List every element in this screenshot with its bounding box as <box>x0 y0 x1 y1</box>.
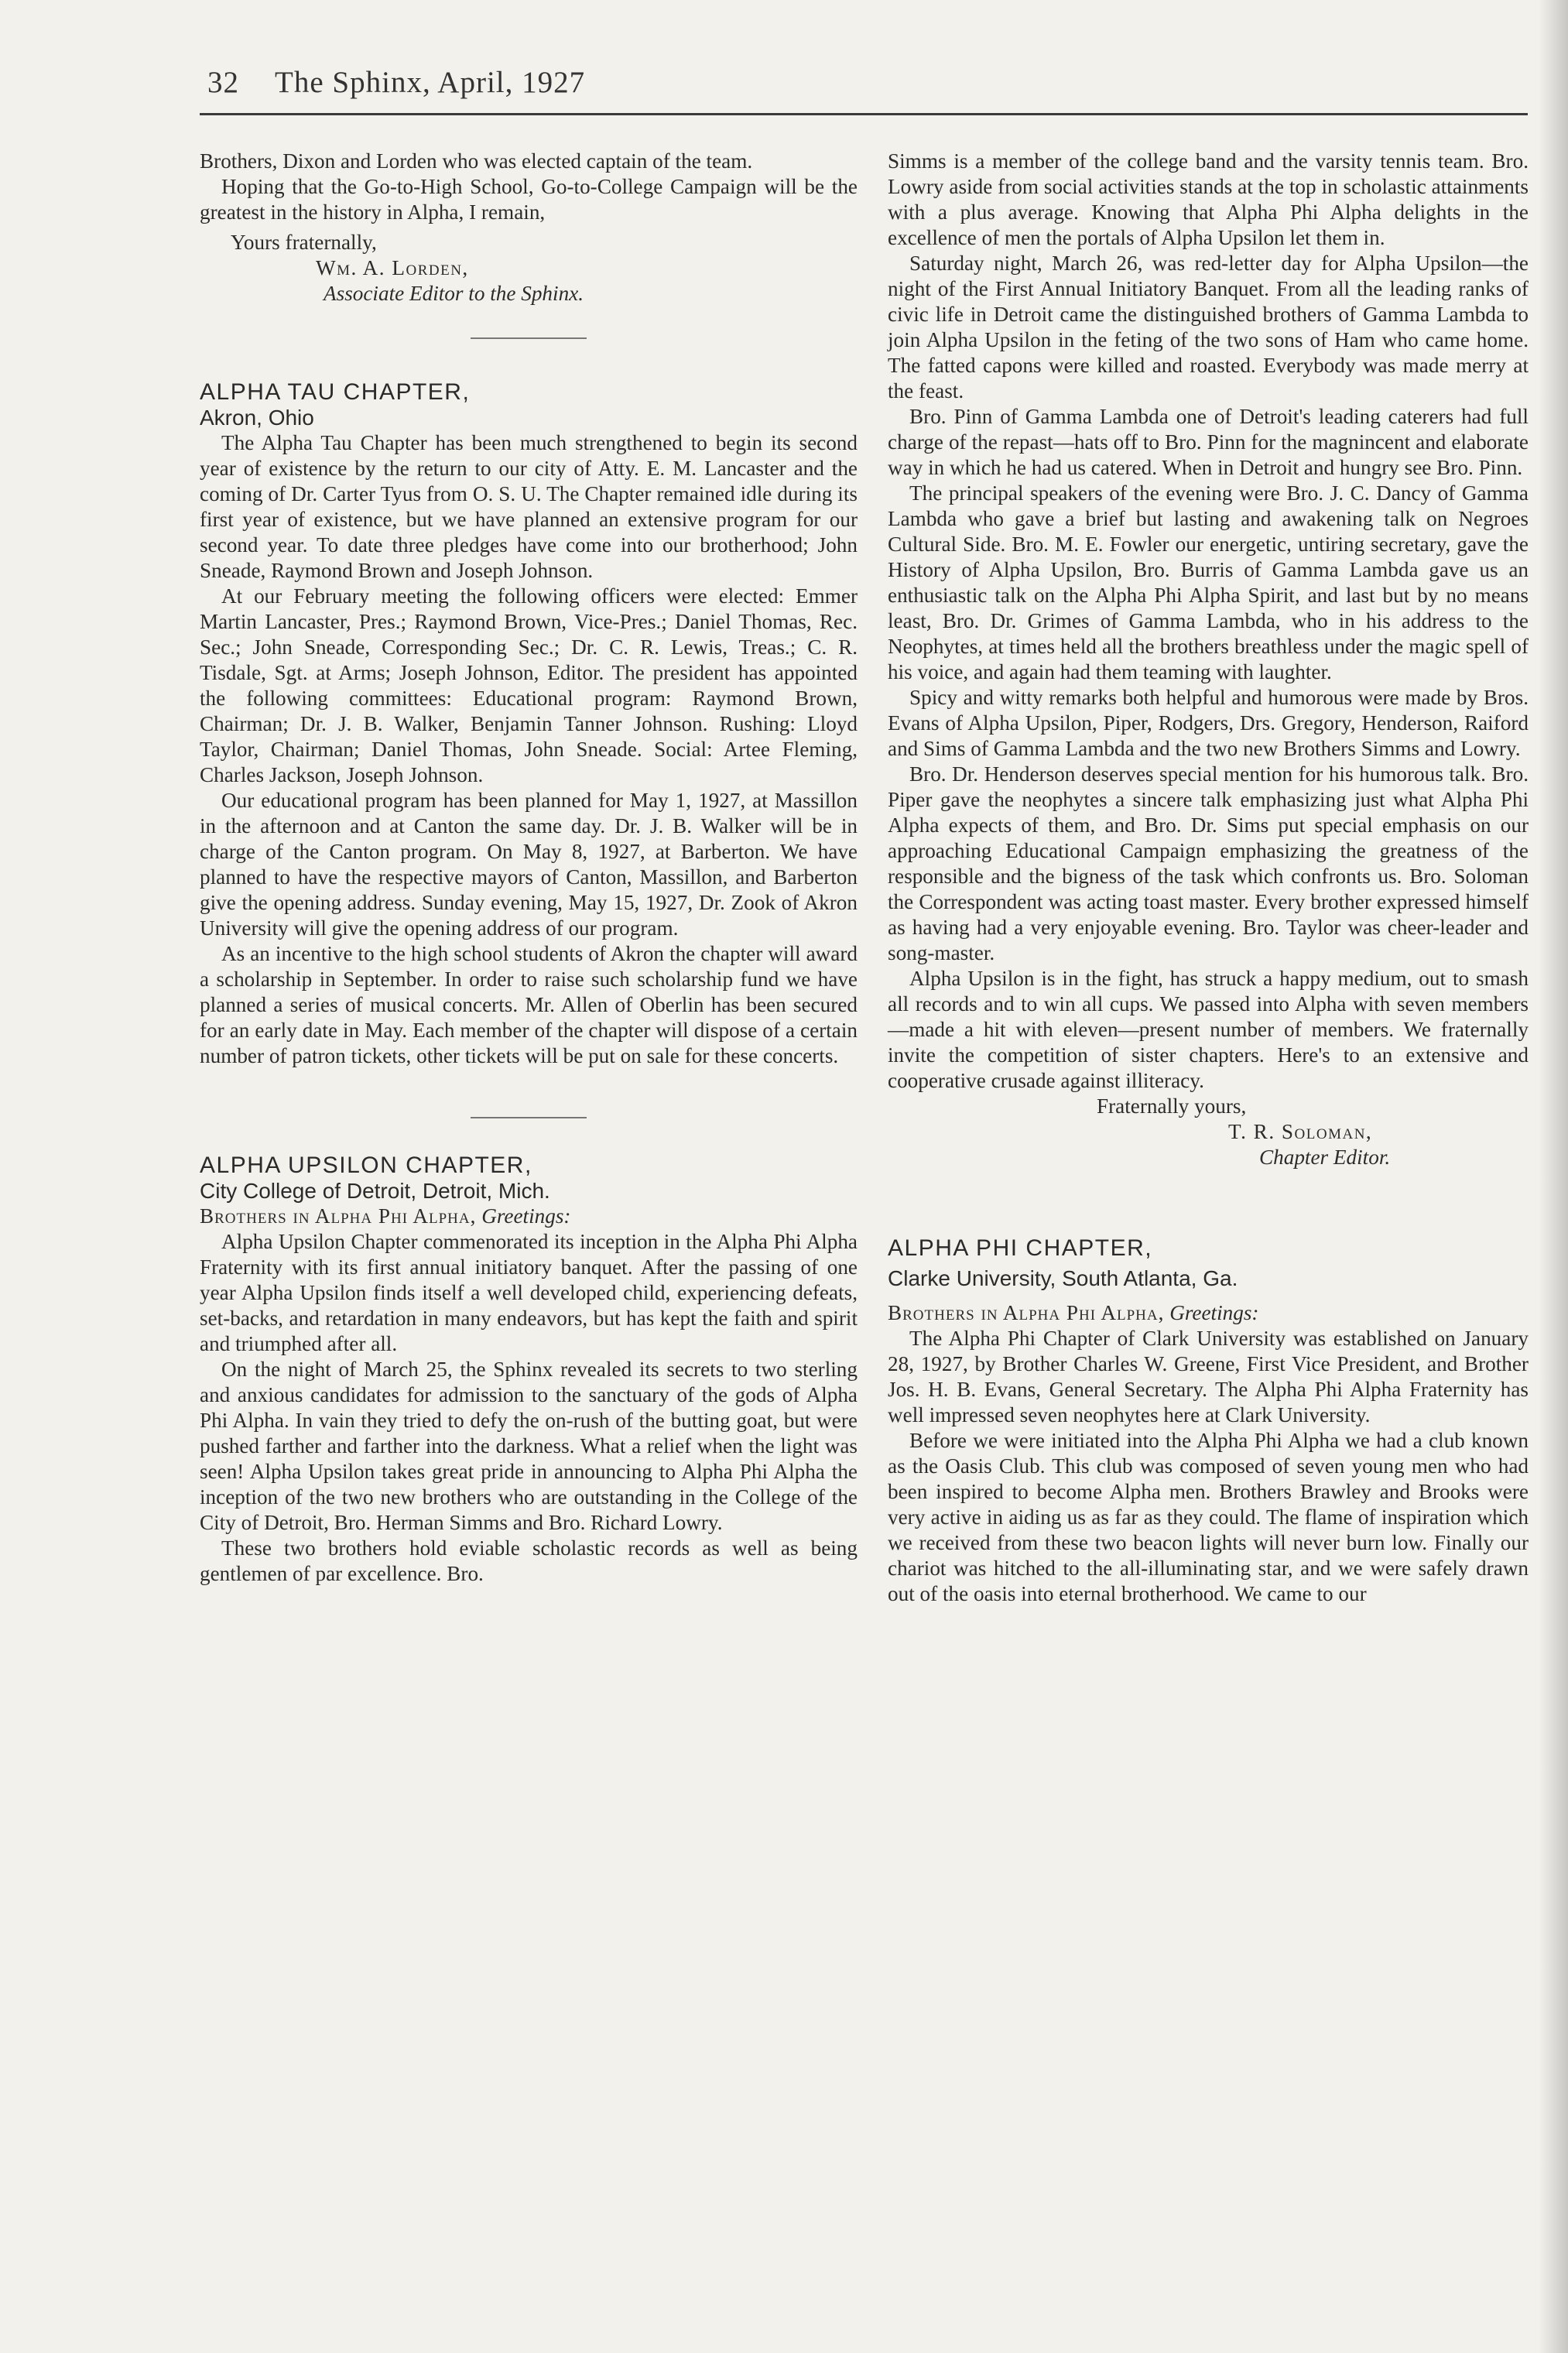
signer-name: T. R. Soloman, <box>1228 1120 1373 1143</box>
greeting-line: Brothers in Alpha Phi Alpha, Greetings: <box>888 1301 1259 1324</box>
page-number: 32 <box>207 66 239 99</box>
article-paragraph: At our February meeting the following officers were elected: Emmer Martin Lancaster, Pres.; Raymond Brown, Vice-Pres.; Daniel Thomas, Rec. Sec.; John Sneade, Corresponding Sec.; Dr. C. R. Lewis, Treas.; C. R. Tisdale, Sgt. at Arms; Joseph Johnson, Editor. The president has appointed the following committees: Educational program: Raymond Brown, Chairman; Dr. J. B. Walker, Benjamin Tanner Johnson. Rushing: Lloyd Taylor, Chairman; Daniel Thomas, John Sneade. Social: Artee Fleming, Charles Jackson, Joseph Johnson. <box>200 584 858 786</box>
article-paragraph: Simms is a member of the college band and the varsity tennis team. Bro. Lowry aside from social activities stands at the top in scholastic attainments with a plus average. Knowing that Alpha Phi Alpha delights in the excellence of men the portals of Alpha Upsilon let them in. <box>888 149 1529 249</box>
intro-paragraph: Brothers, Dixon and Lorden who was elected captain of the team. <box>200 149 753 173</box>
article-paragraph: Our educational program has been planned for May 1, 1927, at Massillon in the afternoon and at Canton the same day. Dr. J. B. Walker will be in charge of the Canton program. On May 8, 1927, at Barberton. We have planned to have the respective mayors of Canton, Massillon, and Barberton give the opening address. Sunday evening, May 15, 1927, Dr. Zook of Akron University will give the opening address of our program. <box>200 789 858 940</box>
article-paragraph: Bro. Pinn of Gamma Lambda one of Detroit's leading caterers had full charge of the repast—hats off to Bro. Pinn for the magnincent and elaborate way in which he had us catered. When in Detroit and hungry see Bro. Pinn. <box>888 405 1529 479</box>
article-paragraph: Spicy and witty remarks both helpful and humorous were made by Bros. Evans of Alpha Upsilon, Piper, Rodgers, Drs. Gregory, Henderson, Raiford and Sims of Gamma Lambda and the two new Brothers Simms and Lowry. <box>888 686 1529 760</box>
article-paragraph: The principal speakers of the evening were Bro. J. C. Dancy of Gamma Lambda who gave a brief but lasting and awakening talk on Negroes Cultural Side. Bro. M. E. Fowler our energetic, untiring secretary, gave the History of Alpha Upsilon, Bro. Burris of Gamma Lambda gave us an enthusiastic talk on the Alpha Phi Alpha Spirit, and last but by no means least, Bro. Dr. Grimes of Gamma Lambda, who in his address to the Neophytes, at times held all the brothers breathless under the magic spell of his voice, and again had them teaming with laughter. <box>888 481 1529 683</box>
article-paragraph: Saturday night, March 26, was red-letter day for Alpha Upsilon—the night of the First Annual Initiatory Banquet. From all the leading ranks of civic life in Detroit came the distinguished brothers of Gamma Lambda to join Alpha Upsilon in the feting of the two sons of Ham who came home. The fatted capons were killed and roasted. Everybody was made merry at the feast. <box>888 252 1529 402</box>
publication-title: The Sphinx, April, 1927 <box>275 66 586 99</box>
article-paragraph: Alpha Upsilon is in the fight, has struck a happy medium, out to smash all records and to win all cups. We passed into Alpha with seven members—made a hit with eleven—present number of members. We fraternally invite the competition of sister chapters. Here's to an extensive and cooperative crusade against illiteracy. <box>888 967 1529 1092</box>
article-paragraph: On the night of March 25, the Sphinx revealed its secrets to two sterling and anxious candidates for admission to the sanctuary of the gods of Alpha Phi Alpha. In vain they tried to defy the on-rush of the butting goat, but were pushed farther and farther into the darkness. What a relief when the light was seen! Alpha Upsilon takes great pride in announcing to Alpha Phi Alpha the inception of the two new brothers who are outstanding in the College of the City of Detroit, Bro. Herman Simms and Bro. Richard Lowry. <box>200 1358 858 1534</box>
article-paragraph: The Alpha Phi Chapter of Clark University was established on January 28, 1927, by Brother Charles W. Greene, First Vice President, and Brother Jos. H. B. Evans, General Secretary. The Alpha Phi Alpha Fraternity has well impressed seven neophytes here at Clark University. <box>888 1327 1529 1427</box>
article-paragraph: These two brothers hold eviable scholastic records as well as being gentlemen of par excellence. Bro. <box>200 1536 858 1585</box>
signer-name: Wm. A. Lorden, <box>316 256 469 279</box>
signer-title: Associate Editor to the Sphinx. <box>324 282 584 305</box>
article-paragraph: Alpha Upsilon Chapter commenorated its inception in the Alpha Phi Alpha Fraternity with its first annual initiatory banquet. After the passing of one year Alpha Upsilon finds itself a well developed child, experiencing defeats, set-backs, and retardation in many endeavors, but has kept the faith and spirit and triumphed after all. <box>200 1230 858 1355</box>
chapter-location-alpha-phi: Clarke University, South Atlanta, Ga. <box>888 1266 1238 1290</box>
chapter-location-alpha-upsilon: City College of Detroit, Detroit, Mich. <box>200 1179 550 1203</box>
article-paragraph: As an incentive to the high school students of Akron the chapter will award a scholarship in September. In order to raise such scholarship fund we have planned a series of musical concerts. Mr. Allen of Oberlin has been secured for an early date in May. Each member of the chapter will dispose of a certain number of patron tickets, other tickets will be put on sale for these concerts. <box>200 942 858 1067</box>
closing-line: Fraternally yours, <box>1097 1094 1247 1118</box>
chapter-title-alpha-phi: ALPHA PHI CHAPTER, <box>888 1235 1153 1261</box>
article-paragraph: Before we were initiated into the Alpha Phi Alpha we had a club known as the Oasis Club. This club was composed of seven young men who had been inspired to become Alpha men. Brothers Brawley and Brooks were very active in aiding us as far as they could. The flame of inspiration which we received from these two beacon lights will never burn low. Finally our chariot was hitched to the all-illuminating star, and we were safely drawn out of the oasis into eternal brotherhood. We came to our <box>888 1429 1529 1605</box>
chapter-title-alpha-upsilon: ALPHA UPSILON CHAPTER, <box>200 1153 532 1178</box>
article-paragraph: Bro. Dr. Henderson deserves special mention for his humorous talk. Bro. Piper gave the neophytes a sincere talk emphasizing just what Alpha Phi Alpha expects of them, and Bro. Dr. Sims put special emphasis on our approaching Educational Campaign emphasizing the greatness of the responsible and the bigness of the task which confronts us. Bro. Soloman the Correspondent was acting toast master. Every brother expressed himself as having had a very enjoyable evening. Bro. Taylor was cheer-leader and song-master. <box>888 762 1529 964</box>
intro-paragraph: Hoping that the Go-to-High School, Go-to-College Campaign will be the greatest in the history in Alpha, I remain, <box>200 175 858 224</box>
running-head <box>207 65 585 100</box>
signer-title: Chapter Editor. <box>1259 1146 1391 1169</box>
chapter-title-alpha-tau: ALPHA TAU CHAPTER, <box>200 379 471 405</box>
closing-line: Yours fraternally, <box>231 231 377 254</box>
header-rule <box>200 113 1528 115</box>
article-paragraph: The Alpha Tau Chapter has been much strengthened to begin its second year of existence by the return to our city of Atty. E. M. Lancaster and the coming of Dr. Carter Tyus from O. S. U. The Chapter remained idle during its first year of existence, but we have planned an extensive program for our second year. To date three pledges have come into our brotherhood; John Sneade, Raymond Brown and Joseph Johnson. <box>200 431 858 582</box>
right-column <box>888 149 1529 1607</box>
page-edge-shadow <box>1539 0 1568 2353</box>
left-column <box>200 149 858 1587</box>
chapter-location-alpha-tau: Akron, Ohio <box>200 406 314 430</box>
greeting-line: Brothers in Alpha Phi Alpha, Greetings: <box>200 1204 571 1228</box>
